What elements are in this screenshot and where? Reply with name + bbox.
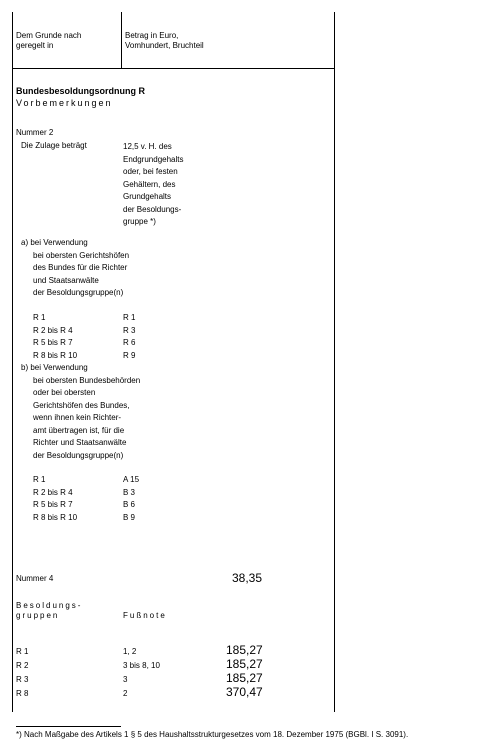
b-row-right: B 6 [123,500,136,509]
column-divider [121,12,122,68]
zulage-label: Die Zulage beträgt [21,141,87,150]
b-line: oder bei obersten [33,388,96,397]
b-row [33,512,153,525]
b-row-left: R 8 bis R 10 [33,512,78,522]
footnote: *) Nach Maßgabe des Artikels 1 § 5 des Haushaltsstrukturgesetzes vom 18. Dezember 1975 (BGBl. I S. 3091). [16,730,409,739]
zulage-line: oder, bei festen [123,167,178,176]
table-body [16,643,276,699]
a-line: der Besoldungsgruppe(n) [33,288,124,297]
table-col1-header-line2: gruppen [16,611,60,620]
table-cell-fussnote: 2 [123,689,128,698]
table-row [16,657,276,671]
table-col2-header: Fußnote [123,611,167,620]
b-row-left: R 1 [33,475,46,484]
a-row-right: R 9 [123,350,136,360]
b-line: amt übertragen ist, für die [33,425,125,435]
a-row-right: R 1 [123,313,136,322]
b-row-right: B 9 [123,512,136,522]
a-row-left: R 2 bis R 4 [33,325,73,335]
b-line: der Besoldungsgruppe(n) [33,450,124,460]
header-col2-line1: Betrag in Euro, [125,31,179,40]
zulage-line: Endgrundgehalts [123,154,184,164]
nummer4-label: Nummer 4 [16,574,54,583]
zulage-line: der Besoldungs- [123,204,182,214]
section-title: Bundesbesoldungsordnung R [16,86,145,96]
left-border [12,12,13,712]
a-row-left: R 1 [33,313,46,322]
table-cell-betrag: 370,47 [226,685,263,699]
zulage-line: gruppe *) [123,217,156,226]
a-line: des Bundes für die Richter [33,263,128,272]
b-line: b) bei Verwendung [21,363,88,372]
table-row [16,685,276,699]
header-col2 [125,31,204,51]
table-cell-gruppe: R 2 [16,661,29,670]
right-border [334,12,335,712]
a-row [33,325,153,338]
a-line: und Staatsanwälte [33,275,99,285]
zulage-value [123,141,184,229]
header-col1-line2: geregelt in [16,41,54,50]
b-text [21,362,140,462]
b-row [33,487,153,500]
a-row-right: R 6 [123,338,136,347]
a-row [33,312,153,325]
nummer2-label: Nummer 2 [16,128,54,137]
header-col2-line2: Vomhundert, Bruchteil [125,41,204,50]
header-col1-line1: Dem Grunde nach [16,31,82,40]
nummer4-value: 38,35 [232,571,263,585]
a-line: bei obersten Gerichtshöfen [33,250,130,260]
a-row-right: R 3 [123,325,136,335]
table-cell-gruppe: R 8 [16,689,29,698]
table-col1-header-line1: Besoldungs- [16,601,83,610]
table-cell-betrag: 185,27 [226,643,263,657]
b-row-left: R 2 bis R 4 [33,487,73,497]
section-subtitle: Vorbemerkungen [16,98,113,108]
a-line: a) bei Verwendung [21,238,88,247]
footnote-rule [16,726,121,727]
b-line: bei obersten Bundesbehörden [33,375,141,385]
table-cell-fussnote: 1, 2 [123,647,137,656]
zulage-line: Gehältern, des [123,179,176,189]
b-row-left: R 5 bis R 7 [33,500,73,509]
b-line: wenn ihnen kein Richter- [33,413,122,422]
a-rows [33,312,153,362]
b-row [33,474,153,487]
b-row-right: A 15 [123,475,140,484]
a-row-left: R 8 bis R 10 [33,350,78,360]
table-cell-fussnote: 3 bis 8, 10 [123,661,160,670]
table-cell-gruppe: R 1 [16,647,29,656]
table-row [16,671,276,685]
zulage-line: 12,5 v. H. des [123,142,172,151]
a-row [33,337,153,350]
header-col1 [16,31,81,51]
b-row [33,499,153,512]
b-line: Richter und Staatsanwälte [33,438,127,447]
zulage-line: Grundgehalts [123,192,172,201]
a-text [21,237,129,300]
a-row-left: R 5 bis R 7 [33,338,73,347]
header-rule [12,68,335,69]
table-col1-header [16,601,82,621]
b-rows [33,474,153,524]
b-row-right: B 3 [123,487,136,497]
table-cell-gruppe: R 3 [16,675,29,684]
table-cell-fussnote: 3 [123,675,128,684]
table-cell-betrag: 185,27 [226,657,263,671]
table-cell-betrag: 185,27 [226,671,263,685]
a-row [33,350,153,363]
b-line: Gerichtshöfen des Bundes, [33,400,130,410]
table-row [16,643,276,657]
